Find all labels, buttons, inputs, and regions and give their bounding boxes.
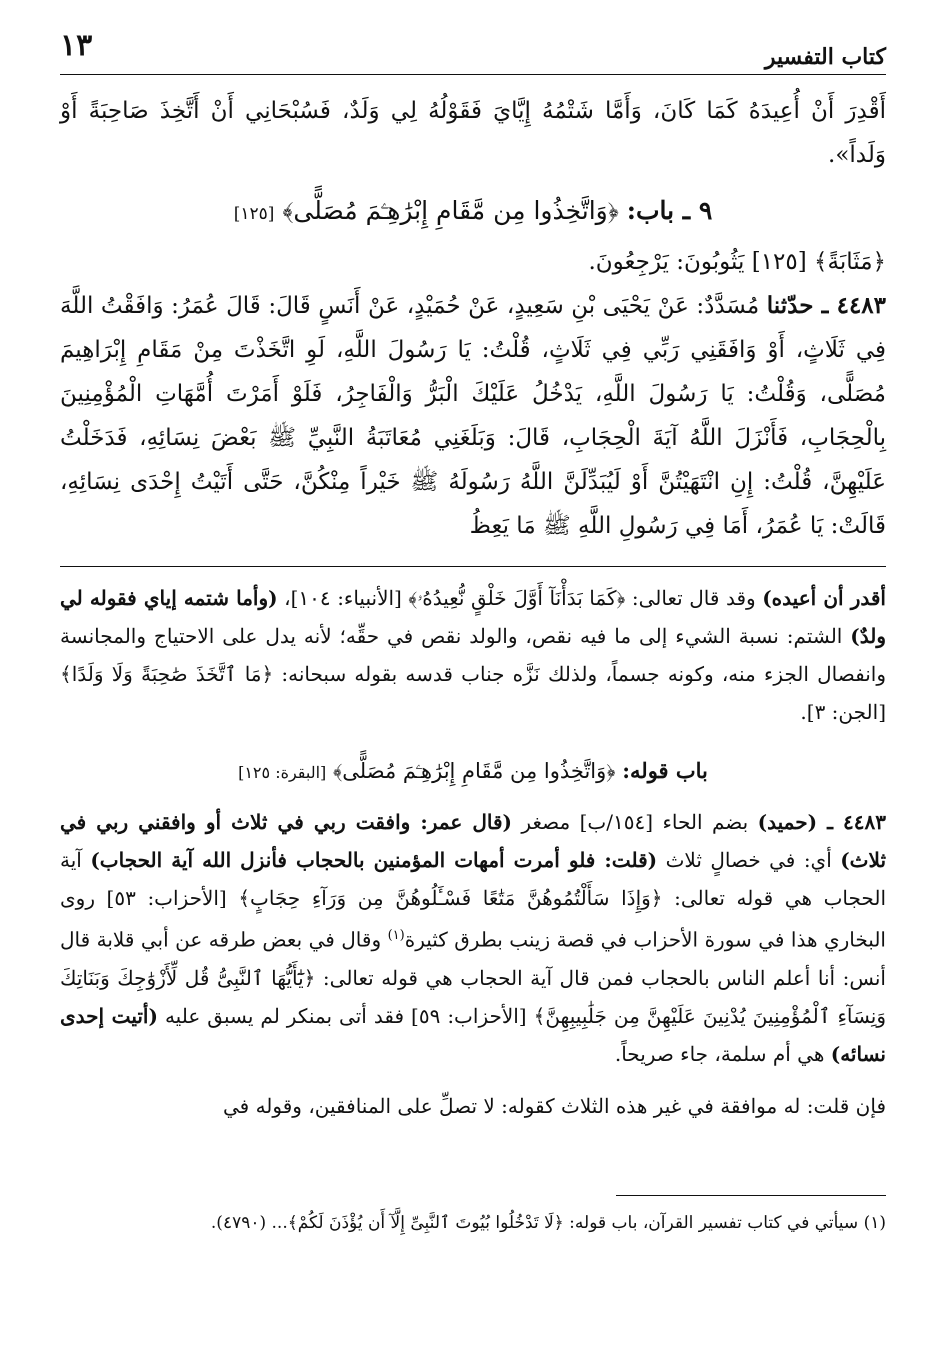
commentary-quote: أقدر أن أعيده) [762, 586, 886, 610]
footnote-marker: (١) [387, 928, 405, 943]
chapter-label: ٩ ـ باب: [626, 196, 713, 225]
commentary-text: وقال في بعض طرقه عن أبي قلابة قال أنس: أنا أعلم الناس بالحجاب فمن قال آية الحجاب هي قوله تعالى: ﴿يَٰٓأَيُّهَا ٱلنَّبِىُّ قُل لِّأَزْوَٰجِكَ وَبَنَاتِكَ وَنِسَآءِ ٱلْمُؤْمِنِينَ يُدْنِينَ عَلَيْهِنَّ مِن جَلَٰبِيبِهِنَّ﴾ [الأحزاب: ٥٩] فقد أتى بمنكر لم يسبق عليه [60, 927, 887, 1028]
commentary-text: بضم الحاء [١٥٤/ب] مصغر [511, 810, 758, 834]
chapter-heading [60, 187, 886, 238]
commentary-quote: (قال عمر: وافقت ربي في ثلاث أو وافقني ربي في ثلاث) [60, 810, 887, 872]
page-header [60, 22, 886, 75]
commentary-chapter-label: باب قوله: [622, 758, 708, 783]
commentary-text: آية الحجاب هي قوله تعالى: ﴿وَإِذَا سَأَلْتُمُوهُنَّ مَتَٰعًا فَسْـَٔلُوهُنَّ مِن وَرَآءِ حِجَابٍ﴾ [الأحزاب: ٥٣] روى البخاري هذا في سورة الأحزاب في قصة زينب بطرق كثيرة [60, 848, 886, 952]
footnote-divider [616, 1195, 886, 1196]
chapter-verse: ﴿وَاتَّخِذُوا مِن مَّقَامِ إِبْرَٰهِـۧمَ مُصَلًّى﴾ [282, 196, 619, 225]
commentary-text: وقد قال تعالى: ﴿كَمَا بَدَأْنَآ أَوَّلَ خَلْقٍ نُّعِيدُهُۥ﴾ [الأنبياء: ١٠٤]، [277, 586, 763, 610]
commentary-text: الشتم: نسبة الشيء إلى ما فيه نقص، والولد نقص في حقِّه؛ لأنه يدل على الاحتياج والمجانسة وانفصال الجزء منه، وكونه جسماً، ولذلك نَزَّه جناب قدسه بقوله سبحانه: ﴿مَا ٱتَّخَذَ صَٰحِبَةً وَلَا وَلَدًا﴾ [الجن: ٣]. [60, 624, 886, 724]
book-page [60, 22, 886, 1238]
commentary-quote: (قلت: فلو أمرت أمهات المؤمنين بالحجاب فأنزل الله آية الحجاب) [90, 848, 658, 872]
hadith-4483 [60, 284, 886, 548]
commentary-quote: (وأما شتمه إياي فقوله لي ولدٌ) [60, 586, 886, 648]
chapter-verse-ref: [١٢٥] [233, 204, 275, 224]
word-gloss: ﴿مَثَابَةً﴾ [١٢٥] يَثُوبُونَ: يَرْجِعُونَ. [588, 249, 886, 275]
commentary-text: أي: في خصالٍ ثلاث [657, 848, 841, 872]
commentary-paragraph-1 [60, 579, 886, 731]
commentary-chapter-verse: ﴿وَاتَّخِذُوا مِن مَّقَامِ إِبْرَٰهِـۧمَ مُصَلًّى﴾ [332, 759, 616, 783]
hadith-continuation: أَقْدِرَ أَنْ أُعِيدَهُ كَمَا كَانَ، وَأَمَّا شَتْمُهُ إِيَّايَ فَقَوْلُهُ لِي وَلَدٌ، فَسُبْحَانِي أَنْ أَتَّخِذَ صَاحِبَةً أَوْ وَلَداً». [60, 98, 886, 168]
footnote: (١) سيأتي في كتاب تفسير القرآن، باب قوله: ﴿لَا تَدْخُلُوا بُيُوتَ ٱلنَّبِىِّ إِلَّآ أَن يُؤْذَنَ لَكُمْ﴾... (٤٧٩٠). [210, 1212, 886, 1233]
commentary-paragraph-3: فإن قلت: له موافقة في غير هذه الثلاث كقوله: لا تصلِّ على المنافقين، وقوله في [223, 1093, 886, 1118]
hadith-number: ٤٤٨٣ ـ حدّثنا [766, 292, 887, 319]
commentary-quote: (حميد) [757, 810, 818, 834]
commentary-number: ٤٤٨٣ ـ [817, 810, 886, 834]
commentary-paragraph-2 [60, 803, 886, 1073]
commentary-divider [60, 566, 886, 567]
spacer [60, 1073, 886, 1087]
page-number: ١٣ [60, 28, 93, 63]
commentary-chapter-ref: [البقرة: ١٢٥] [238, 763, 327, 782]
commentary-chapter-heading [60, 749, 886, 795]
commentary-text: هي أم سلمة، جاء صريحاً. [614, 1041, 831, 1066]
book-title: كتاب التفسير [764, 44, 886, 70]
commentary-quote: (أتيت إحدى نسائه) [60, 1003, 886, 1066]
hadith-body: مُسَدَّدٌ: عَنْ يَحْيَى بْنِ سَعِيدٍ، عَنْ حُمَيْدٍ، عَنْ أَنَسٍ قَالَ: قَالَ عُمَرُ: وَافَقْتُ اللَّهَ فِي ثَلَاثٍ، أَوْ وَافَقَنِي رَبِّي فِي ثَلَاثٍ، قُلْتُ: يَا رَسُولَ اللَّهِ، لَوِ اتَّخَذْتَ مِنْ مَقَامِ إِبْرَاهِيمَ مُصَلًّى، وَقُلْتُ: يَا رَسُولَ اللَّهِ، يَدْخُلُ عَلَيْكَ الْبَرُّ وَالْفَاجِرُ، فَلَوْ أَمَرْتَ أُمَّهَاتِ الْمُؤْمِنِينَ بِالْحِجَابِ، فَأَنْزَلَ اللَّهُ آيَةَ الْحِجَابِ، قَالَ: وَبَلَغَنِي مُعَاتَبَةُ النَّبِيِّ ﷺ بَعْضَ نِسَائِهِ، فَدَخَلْتُ عَلَيْهِنَّ، قُلْتُ: إِنِ انْتَهَيْتُنَّ أَوْ لَيُبَدِّلَنَّ اللَّهُ رَسُولَهُ ﷺ خَيْراً مِنْكُنَّ، حَتَّى أَتَيْتُ إِحْدَى نِسَائِهِ، قَالَتْ: يَا عُمَرُ، أَمَا فِي رَسُولِ اللَّهِ ﷺ مَا يَعِظُ [60, 293, 886, 539]
